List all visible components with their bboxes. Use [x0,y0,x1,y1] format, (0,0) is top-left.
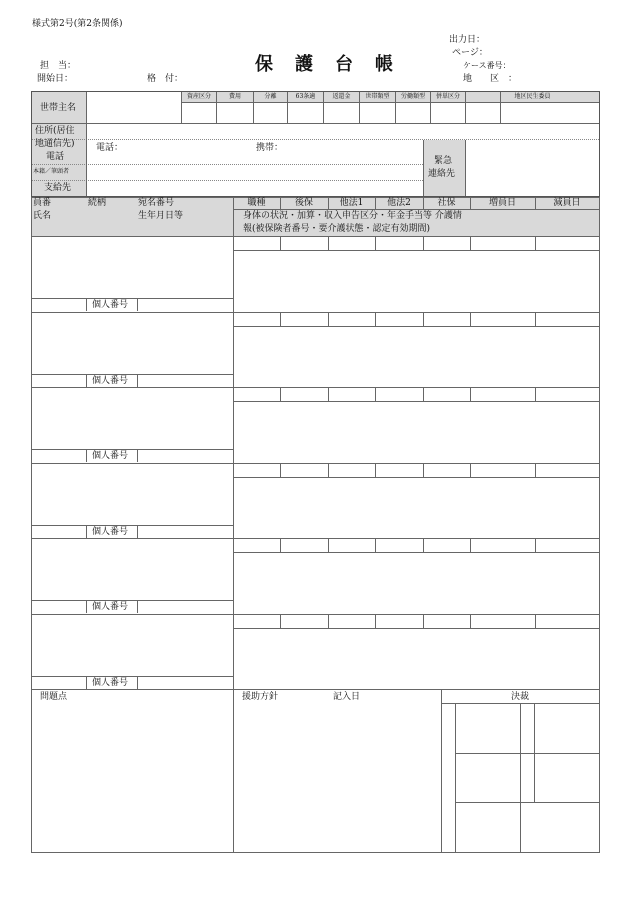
household-head-label: 世帯主名 [40,103,77,113]
enjo-houshin-label: 援助方針 [242,692,279,702]
hdr-tahou1: 他法1 [339,198,364,208]
col-setai-ruikei: 世帯類型 [365,93,390,100]
mobile-label: 携帯： [256,143,284,153]
district-label: 地 区 ： [463,74,518,84]
kinyubi-label: 記入日 [333,692,361,702]
page-label: ページ： [452,48,488,58]
hdr-kaigo: 報(被保険者番号・要介護状態・認定有効期間) [243,224,431,234]
page-title: 保護台帳 [255,54,415,75]
hdr-shimei: 氏名 [33,211,52,221]
emergency-label-2: 連絡先 [428,169,456,179]
col-shisan: 資産区分 [186,93,211,100]
hdr-shokushu: 職種 [247,198,266,208]
kojin-bangou-label: 個人番号 [92,376,129,386]
tantou-label: 担 当： [40,61,77,71]
kojin-bangou-label: 個人番号 [92,527,129,537]
hdr-kouho: 後保 [294,198,313,208]
kessai-label: 決裁 [510,692,529,702]
emergency-label-1: 緊急 [434,156,453,166]
address-label-1: 住所(居住 [35,126,75,136]
kakufu-label: 格 付： [147,74,184,84]
col-heitan: 併単区分 [435,93,460,100]
output-date-label: 出力日： [449,35,486,45]
col-roudou-ruikei: 労働類型 [400,93,425,100]
hdr-atena: 宛名番号 [138,198,175,208]
hdr-zokugara: 続柄 [88,198,107,208]
hdr-shintai: 身体の状況・加算・収入申告区分・年金手当等 介護情 [243,211,462,221]
hdr-inban: 員番 [33,198,52,208]
col-bunri: 分離 [264,93,277,100]
hdr-shaho: 社保 [437,198,456,208]
kojin-bangou-label: 個人番号 [92,300,129,310]
kojin-bangou-label: 個人番号 [92,602,129,612]
col-hiyou: 費用 [228,93,241,100]
address-label-2: 地通信先) [35,139,75,149]
hdr-genninbi: 減員日 [553,198,581,208]
form-number: 様式第2号(第2条関係) [32,19,123,29]
kojin-bangou-label: 個人番号 [92,678,129,688]
kojin-bangou-label: 個人番号 [92,451,129,461]
col-henkankin: 返還金 [332,93,351,100]
col-63jo: 63条適 [295,93,316,100]
phone-label: 電話： [96,143,124,153]
hdr-zouinbi: 増員日 [488,198,516,208]
kaishibi-label: 開始日： [37,74,74,84]
hdr-seinengappi: 生年月日等 [138,211,184,221]
case-number-label: ケース番号： [463,61,511,70]
mondaiten-label: 問題点 [40,692,68,702]
hdr-tahou2: 他法2 [387,198,411,208]
col-minsei-iin: 地区民生委員 [514,93,551,100]
honseki-label: 本籍／筆頭者 [33,168,70,175]
shikyusaki-label: 支給先 [44,183,72,193]
address-label-3: 電話 [46,152,65,162]
